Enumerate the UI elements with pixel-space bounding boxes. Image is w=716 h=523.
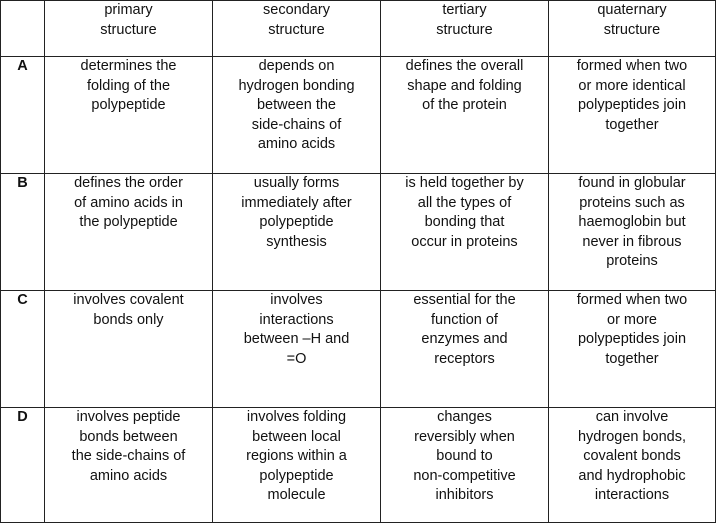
option-row-c — [1, 291, 716, 408]
option-row-a — [1, 57, 716, 174]
cell-c-tertiary: essential for the function of enzymes and receptors — [381, 291, 549, 408]
cell-b-primary: defines the order of amino acids in the polypeptide — [45, 174, 213, 291]
cell-c-quaternary: formed when two or more polypeptides join together — [549, 291, 716, 408]
cell-a-secondary: depends on hydrogen bonding between the side-chains of amino acids — [213, 57, 381, 174]
option-row-d — [1, 408, 716, 523]
corner-cell — [1, 1, 45, 57]
cell-d-primary: involves peptide bonds between the side-chains of amino acids — [45, 408, 213, 523]
cell-d-tertiary: changes reversibly when bound to non-competitive inhibitors — [381, 408, 549, 523]
row-label-a: A — [1, 57, 45, 174]
cell-b-quaternary: found in globular proteins such as haemoglobin but never in fibrous proteins — [549, 174, 716, 291]
header-quaternary-structure: quaternary structure — [549, 1, 716, 57]
cell-c-primary: involves covalent bonds only — [45, 291, 213, 408]
option-row-b — [1, 174, 716, 291]
cell-a-primary: determines the folding of the polypeptide — [45, 57, 213, 174]
cell-b-tertiary: is held together by all the types of bonding that occur in proteins — [381, 174, 549, 291]
row-label-d: D — [1, 408, 45, 523]
cell-a-tertiary: defines the overall shape and folding of the protein — [381, 57, 549, 174]
header-row — [1, 1, 716, 57]
row-label-b: B — [1, 174, 45, 291]
cell-d-quaternary: can involve hydrogen bonds, covalent bonds and hydrophobic interactions — [549, 408, 716, 523]
cell-b-secondary: usually forms immediately after polypeptide synthesis — [213, 174, 381, 291]
row-label-c: C — [1, 291, 45, 408]
header-primary-structure: primary structure — [45, 1, 213, 57]
cell-a-quaternary: formed when two or more identical polypeptides join together — [549, 57, 716, 174]
header-secondary-structure: secondary structure — [213, 1, 381, 57]
cell-c-secondary: involves interactions between –H and =O — [213, 291, 381, 408]
header-tertiary-structure: tertiary structure — [381, 1, 549, 57]
cell-d-secondary: involves folding between local regions within a polypeptide molecule — [213, 408, 381, 523]
